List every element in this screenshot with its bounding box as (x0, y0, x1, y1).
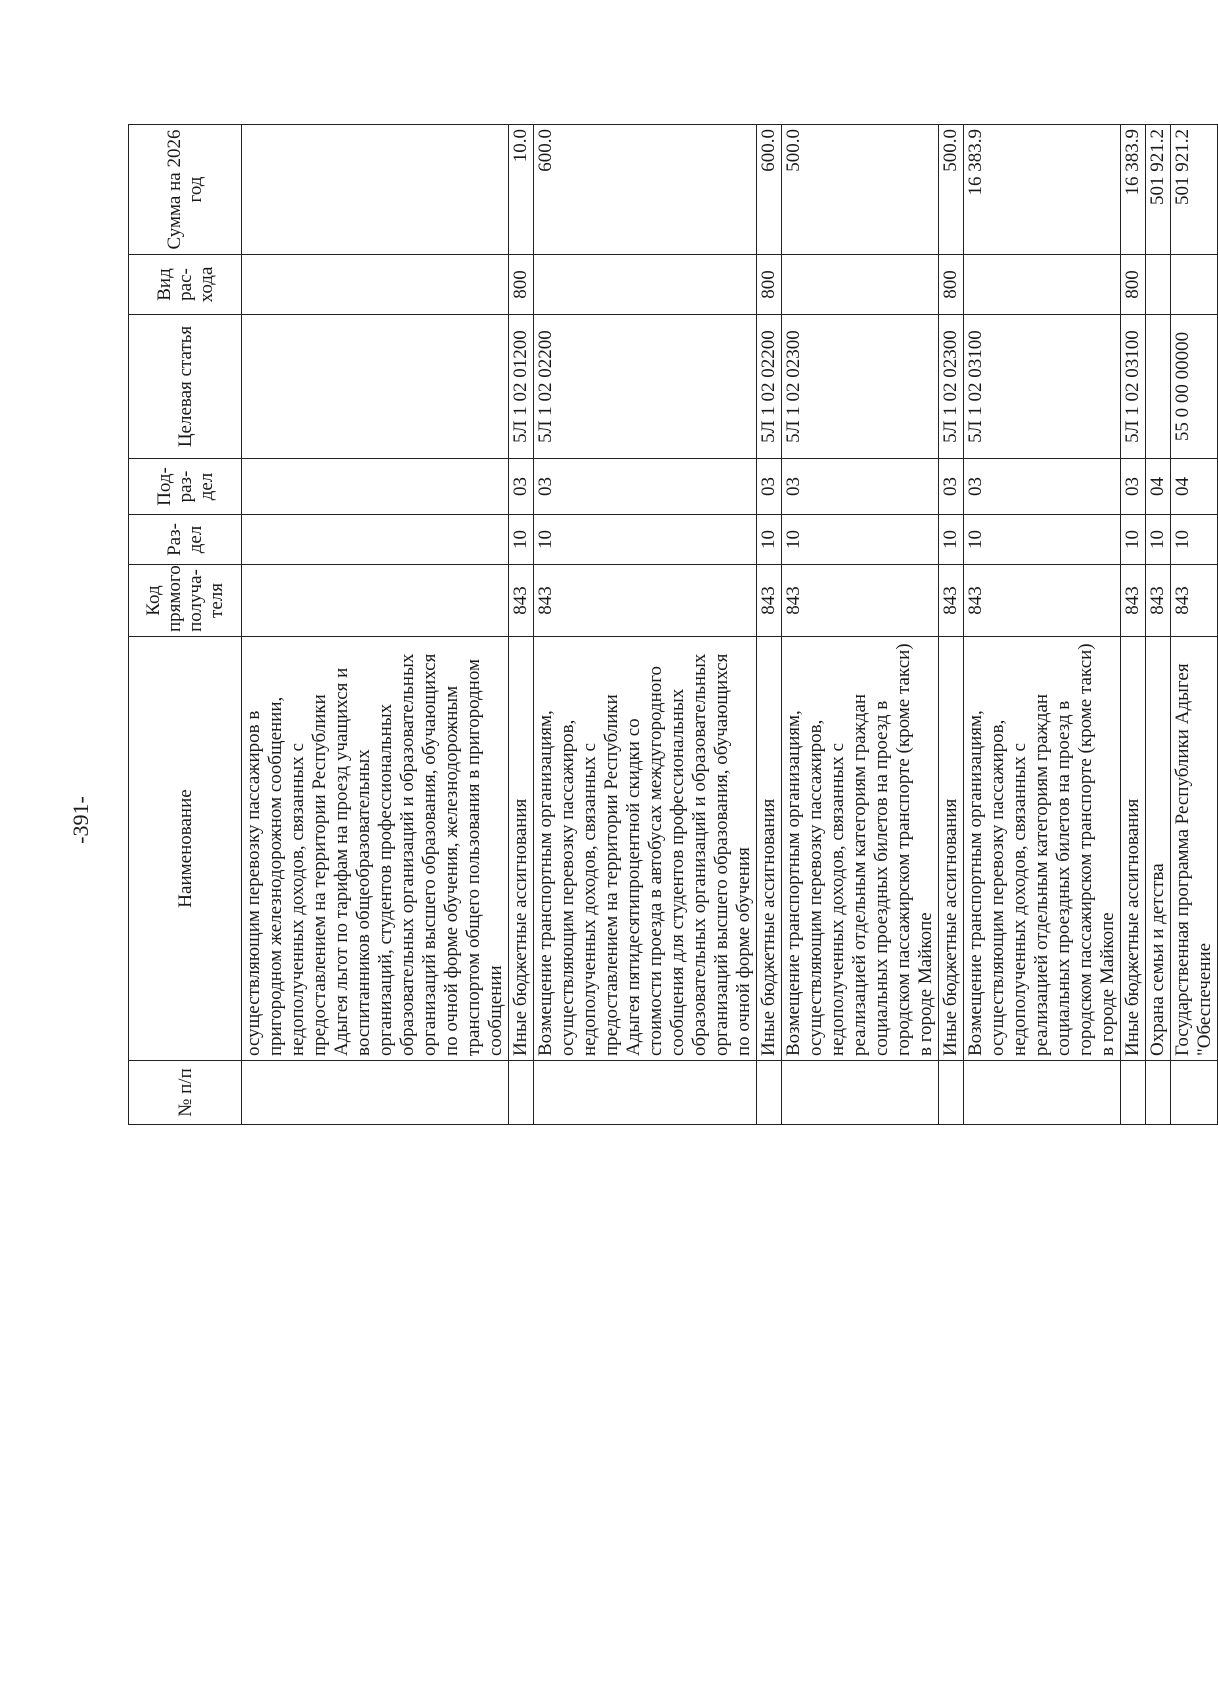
cell-recipient (242, 565, 509, 637)
cell-name: Возмещение транспортным организациям, осуществляющим перевозку пассажиров, недополученных доходов, связанных с реализацией отдельным категориям граждан социальных проездных билетов на проезд в городском пассажирском транспорте (кроме такси) в городе Майкопе (964, 637, 1121, 1061)
cell-expense: 800 (509, 255, 534, 315)
cell-num (534, 1061, 757, 1125)
cell-target: 5Л 1 02 02200 (757, 315, 782, 459)
cell-section: 10 (782, 515, 939, 565)
cell-num (242, 1061, 509, 1125)
cell-sum: 16 383.9 (964, 125, 1121, 255)
header-num: № п/п (129, 1061, 242, 1125)
cell-sum: 501 921.2 (1146, 125, 1171, 255)
cell-section: 10 (1121, 515, 1146, 565)
cell-name: Возмещение транспортным организациям, осуществляющим перевозку пассажиров, недополученных доходов, связанных с реализацией отдельным категориям граждан социальных проездных билетов на проезд в городском пассажирском транспорте (кроме такси) в городе Майкопе (782, 637, 939, 1061)
cell-expense (964, 255, 1121, 315)
cell-name: Охрана семьи и детства (1146, 637, 1171, 1061)
cell-recipient: 843 (534, 565, 757, 637)
cell-expense: 800 (1121, 255, 1146, 315)
cell-sum: 501 921.2 (1171, 125, 1218, 255)
cell-target: 5Л 1 02 02300 (782, 315, 939, 459)
header-subsection: Под-раз-дел (129, 459, 242, 515)
cell-target: 5Л 1 02 03100 (1121, 315, 1146, 459)
cell-num (1121, 1061, 1146, 1125)
cell-sum (242, 125, 509, 255)
cell-sum: 500.0 (939, 125, 964, 255)
cell-subsection: 04 (1146, 459, 1171, 515)
cell-recipient: 843 (1171, 565, 1218, 637)
cell-section: 10 (1146, 515, 1171, 565)
table-row (534, 125, 757, 1125)
cell-sum: 10.0 (509, 125, 534, 255)
cell-subsection: 03 (757, 459, 782, 515)
cell-sum: 600.0 (757, 125, 782, 255)
cell-num (782, 1061, 939, 1125)
cell-target: 5Л 1 02 01200 (509, 315, 534, 459)
cell-section: 10 (534, 515, 757, 565)
cell-section: 10 (509, 515, 534, 565)
cell-subsection: 03 (939, 459, 964, 515)
cell-subsection: 03 (534, 459, 757, 515)
cell-subsection (242, 459, 509, 515)
cell-expense (534, 255, 757, 315)
cell-target: 5Л 1 02 03100 (964, 315, 1121, 459)
cell-recipient: 843 (509, 565, 534, 637)
cell-recipient: 843 (1121, 565, 1146, 637)
table-row (964, 125, 1121, 1125)
cell-section: 10 (939, 515, 964, 565)
cell-subsection: 03 (1121, 459, 1146, 515)
cell-recipient: 843 (939, 565, 964, 637)
cell-name: Иные бюджетные ассигнования (509, 637, 534, 1061)
cell-name: Иные бюджетные ассигнования (939, 637, 964, 1061)
cell-sum: 600.0 (534, 125, 757, 255)
cell-recipient: 843 (1146, 565, 1171, 637)
table-row (1121, 125, 1146, 1125)
table-row (1171, 125, 1218, 1125)
cell-target (242, 315, 509, 459)
cell-expense (1146, 255, 1171, 315)
page-number: -391- (68, 796, 93, 844)
cell-subsection: 04 (1171, 459, 1218, 515)
cell-recipient: 843 (964, 565, 1121, 637)
header-section: Раз-дел (129, 515, 242, 565)
cell-subsection: 03 (509, 459, 534, 515)
cell-expense: 800 (757, 255, 782, 315)
table-row (782, 125, 939, 1125)
cell-section: 10 (1171, 515, 1218, 565)
cell-sum: 500.0 (782, 125, 939, 255)
cell-expense (242, 255, 509, 315)
header-recipient-code: Код прямого получа-теля (129, 565, 242, 637)
table-header-row (129, 125, 242, 1125)
budget-table-rotated (128, 125, 1215, 1125)
cell-recipient: 843 (757, 565, 782, 637)
cell-target: 55 0 00 00000 (1171, 315, 1218, 459)
cell-recipient: 843 (782, 565, 939, 637)
cell-expense (1171, 255, 1218, 315)
cell-num (964, 1061, 1121, 1125)
cell-name: Возмещение транспортным организациям, осуществляющим перевозку пассажиров, недополученных доходов, связанных с предоставлением на территории Республики Адыгея пятидесятипроцентной скидки со стоимости проезда в автобусах междугородного сообщения для студентов профессиональных образовательных организаций и образовательных организаций высшего образования, обучающихся по очной форме обучения (534, 637, 757, 1061)
cell-subsection: 03 (964, 459, 1121, 515)
cell-expense: 800 (939, 255, 964, 315)
header-expense-type: Вид рас-хода (129, 255, 242, 315)
cell-num (1171, 1061, 1218, 1125)
table-row (939, 125, 964, 1125)
cell-num (757, 1061, 782, 1125)
cell-name: Государственная программа Республики Адыгея "Обеспечение (1171, 637, 1218, 1061)
table-row (757, 125, 782, 1125)
cell-target: 5Л 1 02 02300 (939, 315, 964, 459)
header-sum-2026: Сумма на 2026 год (129, 125, 242, 255)
cell-section: 10 (964, 515, 1121, 565)
cell-subsection: 03 (782, 459, 939, 515)
cell-num (509, 1061, 534, 1125)
cell-num (939, 1061, 964, 1125)
cell-sum: 16 383.9 (1121, 125, 1146, 255)
cell-num (1146, 1061, 1171, 1125)
table-row (242, 125, 509, 1125)
cell-section (242, 515, 509, 565)
cell-name: Иные бюджетные ассигнования (757, 637, 782, 1061)
header-target-article: Целевая статья (129, 315, 242, 459)
cell-name: осуществляющим перевозку пассажиров в пригородном железнодорожном сообщении, недополученных доходов, связанных с предоставлением на территории Республики Адыгея льгот по тарифам на проезд учащихся и воспитанников общеобразовательных организаций, студентов профессиональных образовательных организаций и образовательных организаций высшего образования, обучающихся по очной форме обучения, железнодорожным транспортом общего пользования в пригородном сообщении (242, 637, 509, 1061)
header-name: Наименование (129, 637, 242, 1061)
cell-expense (782, 255, 939, 315)
cell-target: 5Л 1 02 02200 (534, 315, 757, 459)
cell-name: Иные бюджетные ассигнования (1121, 637, 1146, 1061)
cell-section: 10 (757, 515, 782, 565)
cell-target (1146, 315, 1171, 459)
table-row (1146, 125, 1171, 1125)
budget-table (128, 124, 1218, 1125)
table-row (509, 125, 534, 1125)
